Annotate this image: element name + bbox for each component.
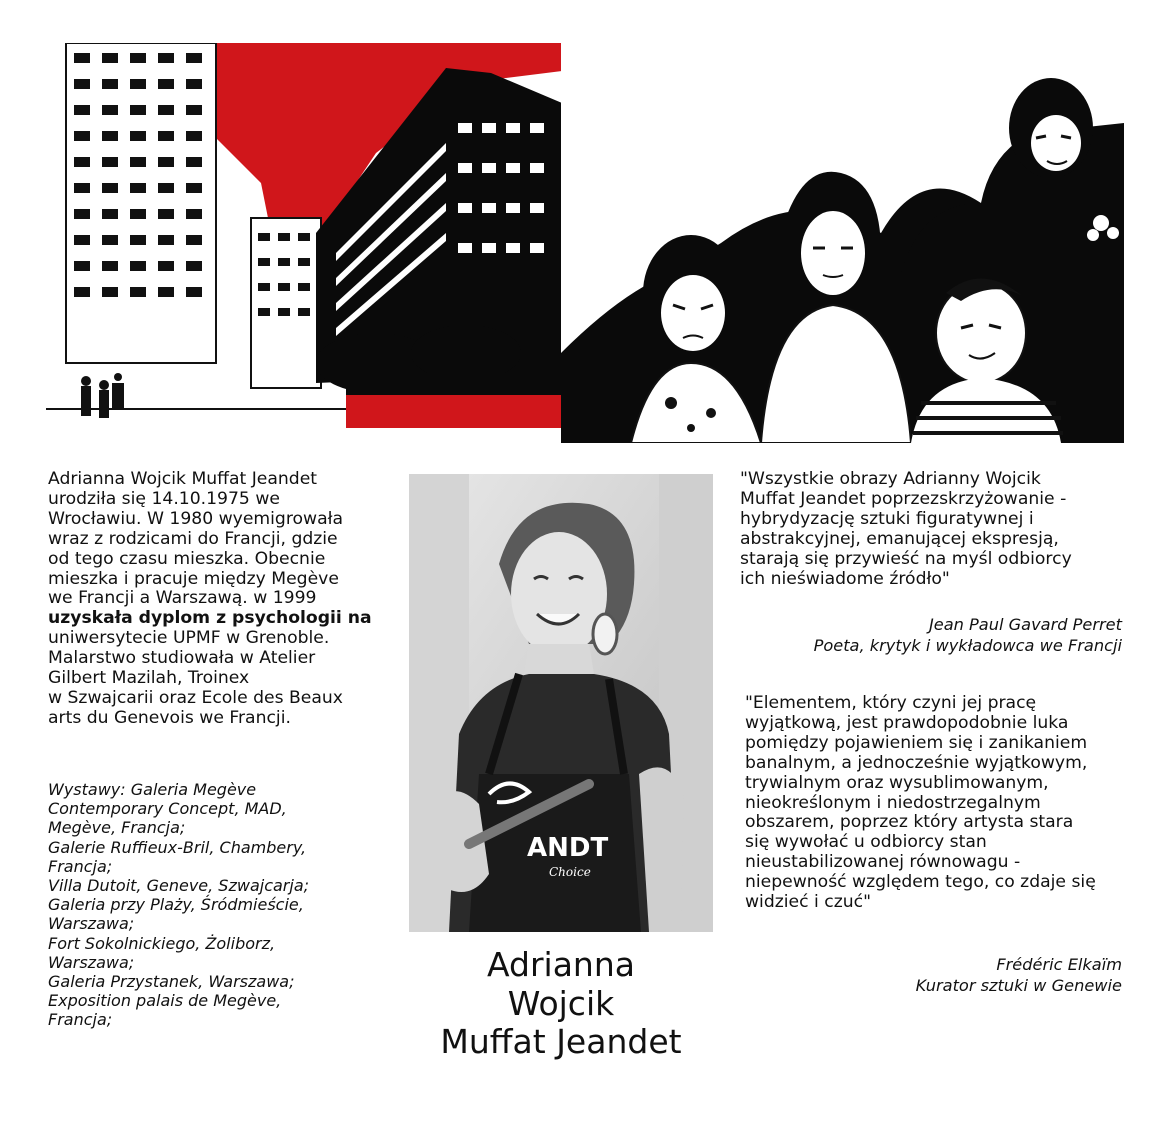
quote-line: nieokreślonym i niedostrzegalnym	[745, 792, 1041, 813]
exhibition-line: Megève, Francja;	[48, 818, 186, 838]
exhibition-line: Francja;	[48, 856, 113, 876]
quote-line: pomiędzy pojawieniem się i zanikaniem	[745, 732, 1088, 753]
bio-line: Wrocławiu. W 1980 wyemigrowała	[48, 508, 344, 529]
quote-line: widzieć i czuć"	[745, 892, 871, 913]
bio-line: arts du Genevois we Francji.	[48, 707, 291, 728]
bio-line: w Szwajcarii oraz Ecole des Beaux	[48, 687, 343, 708]
exhibition-line: Villa Dutoit, Geneve, Szwajcarja;	[48, 876, 310, 896]
exhibition-line: Warszawa;	[48, 952, 135, 972]
quote-author-role: Poeta, krytyk i wykładowca we Francji	[813, 636, 1122, 655]
quote-line: trywialnym oraz wysublimowanym,	[745, 772, 1049, 793]
bio-line: Malarstwo studiowała w Atelier	[48, 648, 316, 669]
apron-logo-subtext: Choice	[549, 865, 591, 879]
quote-line: wyjątkową, jest prawdopodobnie luka	[745, 712, 1069, 733]
quote-line: się wywołać u odbiorcy stan	[745, 832, 987, 853]
exhibition-line: Galerie Ruffieux-Bril, Chambery,	[48, 837, 307, 857]
artist-portrait	[409, 474, 713, 932]
bio-line: uniwersytecie UPMF w Grenoble.	[48, 628, 330, 649]
quote-line: banalnym, a jednocześnie wyjątkowym,	[745, 752, 1088, 773]
apron-logo-text: ANDT	[527, 833, 609, 863]
bio-line: mieszka i pracuje między Megève	[48, 568, 339, 589]
bio-line: od tego czasu mieszka. Obecnie	[48, 548, 326, 569]
quote-author-role: Kurator sztuki w Genewie	[915, 976, 1122, 995]
quote-line: hybrydyzację sztuki figuratywnej i	[740, 508, 1034, 529]
bio-line: uzyskała dyplom z psychologii na	[48, 608, 372, 629]
exhibitions-list	[48, 780, 378, 1030]
quote-gavard-perret	[740, 470, 1120, 589]
exhibition-line: Wystawy: Galeria Megève	[48, 780, 257, 799]
quote-line: Muffat Jeandet poprzezskrzyżowanie -	[740, 488, 1067, 509]
quote-line: niepewność względem tego, co zdaje się	[745, 872, 1096, 893]
quote-line: obszarem, poprzez który artysta stara	[745, 812, 1074, 833]
quote-line: ich nieświadome źródło"	[740, 568, 950, 589]
artist-name-line: Wojcik	[507, 983, 615, 1023]
bio-line: urodziła się 14.10.1975 we	[48, 488, 280, 509]
quote-elkaim	[745, 694, 1125, 913]
quote-attribution	[814, 614, 1122, 656]
children-artwork	[561, 43, 1124, 443]
quote-line: "Wszystkie obrazy Adrianny Wojcik	[740, 469, 1041, 489]
quote-line: nieustabilizowanej równowagu -	[745, 852, 1021, 873]
bio-line: Adrianna Wojcik Muffat Jeandet	[48, 469, 318, 489]
quote-author: Frédéric Elkaïm	[996, 955, 1122, 974]
quote-line: abstrakcyjnej, emanującej ekspresją,	[740, 528, 1059, 549]
quote-author: Jean Paul Gavard Perret	[928, 615, 1122, 634]
artist-name	[400, 946, 722, 1062]
exhibition-line: Galeria Przystanek, Warszawa;	[48, 972, 295, 992]
bio-line: wraz z rodzicami do Francji, gdzie	[48, 528, 338, 549]
exhibition-line: Contemporary Concept, MAD,	[48, 799, 287, 819]
bio-line: Gilbert Mazilah, Troinex	[48, 668, 250, 689]
exhibition-line: Warszawa;	[48, 914, 135, 934]
biography	[48, 470, 378, 729]
quote-attribution	[916, 954, 1122, 996]
quote-line: starają się przywieść na myśl odbiorcy	[740, 548, 1072, 569]
exhibition-line: Exposition palais de Megève,	[48, 991, 282, 1011]
artist-name-line: Muffat Jeandet	[440, 1022, 682, 1061]
bio-line: we Francji a Warszawą. w 1999	[48, 588, 317, 609]
quote-line: "Elementem, który czyni jej pracę	[745, 693, 1037, 713]
city-artwork	[46, 43, 562, 435]
artist-name-line: Adrianna	[487, 945, 635, 984]
exhibition-line: Francja;	[48, 1010, 113, 1030]
exhibition-line: Galeria przy Plaży, Śródmieście,	[48, 895, 304, 915]
exhibition-line: Fort Sokolnickiego, Żoliborz,	[48, 933, 276, 953]
